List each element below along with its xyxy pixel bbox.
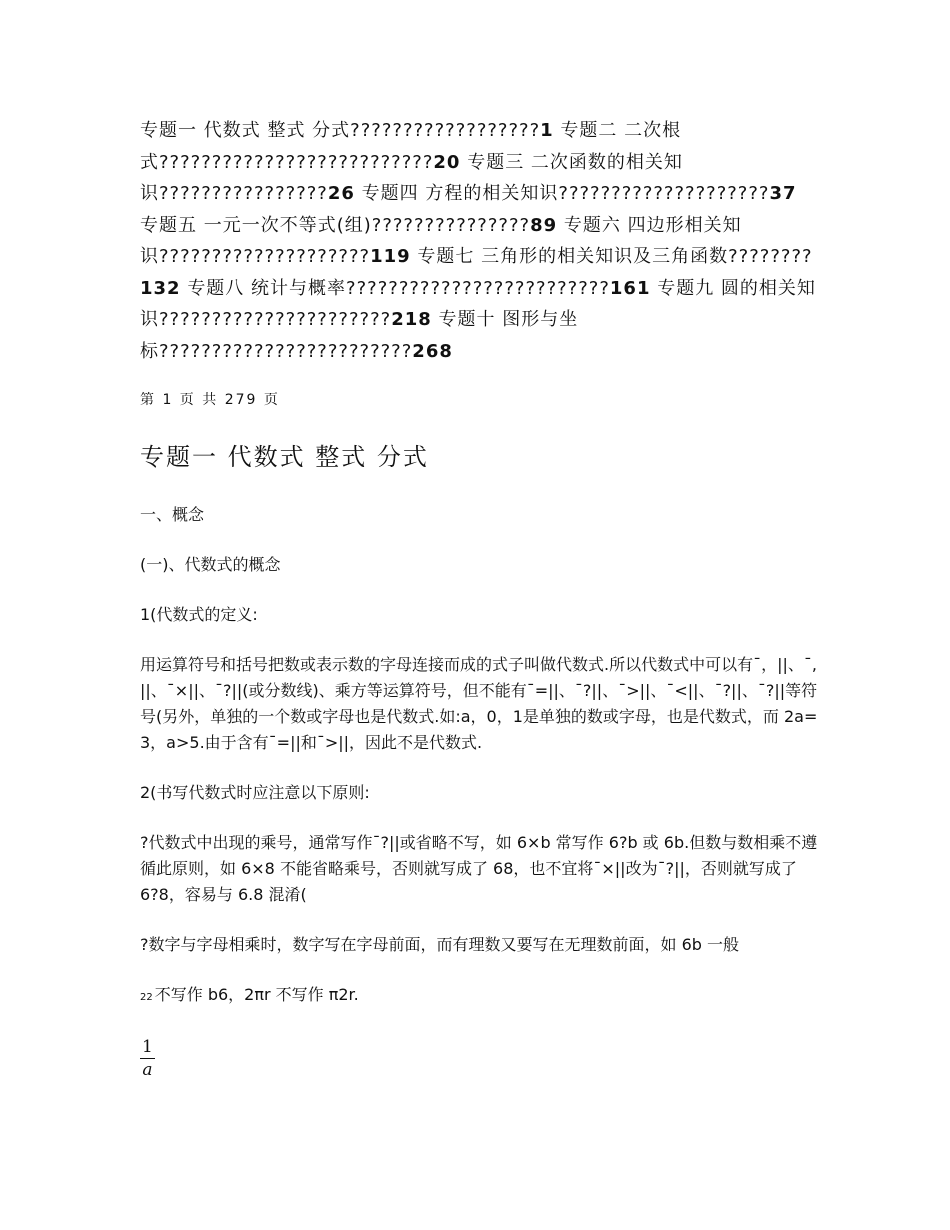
toc-entry-dots: ?????????????????? — [350, 120, 541, 141]
chapter-heading: 专题一 代数式 整式 分式 — [140, 443, 429, 471]
toc-entry-page: 268 — [412, 340, 453, 362]
subsection-heading: (一)、代数式的概念 — [140, 555, 281, 574]
toc-entry-title: 专题八 统计与概率 — [187, 277, 347, 299]
toc-entry-dots: ???????????????? — [159, 183, 328, 204]
toc-entry-page: 161 — [609, 277, 651, 299]
toc-entry-page: 37 — [769, 183, 797, 204]
document-page — [140, 115, 820, 1079]
toc-entry-page: 119 — [370, 246, 411, 267]
toc-entry-dots: ?????????????????????? — [159, 309, 392, 330]
rule-paragraph-3 — [140, 982, 820, 1011]
toc-entry-dots: ???????????????????????? — [159, 340, 413, 362]
toc-entry-page: 89 — [530, 214, 558, 236]
page-number: 第 1 页 共 279 页 — [140, 392, 280, 408]
toc-entry-dots: ??????????????? — [371, 214, 531, 236]
toc-entry-page: 132 — [140, 277, 181, 299]
definition-paragraph: 用运算符号和括号把数或表示数的字母连接而成的式子叫做代数式.所以代数式中可以有¯，||、¯,||、¯×||、¯?||(或分数线)、乘方等运算符号，但不能有¯=||、¯?||、¯>||、¯<||、¯?||、¯?||等符号(另外，单独的一个数或字母也是代数式.如:a，0，1是单独的数或字母，也是代数式，而 2a=3，a>5.由于含有¯=||和¯>||，因此不是代数式. — [140, 655, 818, 752]
toc-entry-title: 专题九 圆的相关知识 — [140, 277, 816, 330]
superscript-marker: 22 — [140, 992, 153, 1003]
rule-paragraph-3-text: 不写作 b6，2πr 不写作 π2r. — [154, 985, 359, 1004]
toc-entry-title: 专题二 二次根式 — [140, 120, 682, 173]
toc-entry-title: 专题十 图形与坐标 — [140, 309, 579, 362]
fraction-denominator: a — [142, 1060, 153, 1080]
rule-paragraph-1: ?代数式中出现的乘号，通常写作¯?||或省略不写，如 6×b 常写作 6?b 或 6b.但数与数相乘不遵循此原则，如 6×8 不能省略乘号，否则就写成了 68，也不宜将¯×||改为¯?||，否则就写成了 6?8，容易与 6.8 混淆( — [140, 833, 818, 904]
toc-entry-page: 26 — [327, 183, 355, 204]
toc-entry-page: 1 — [540, 120, 554, 141]
rule-paragraph-2: ?数字与字母相乘时，数字写在字母前面，而有理数又要写在无理数前面，如 6b 一般 — [140, 935, 740, 954]
toc-entry-dots: ???????? — [728, 246, 813, 267]
toc-entry-page: 218 — [391, 309, 432, 330]
toc-entry-page: 20 — [433, 151, 461, 173]
toc-entry-title: 专题三 二次函数的相关知识 — [140, 151, 683, 204]
section-heading: 一、概念 — [140, 505, 205, 524]
toc-entry-title: 专题五 一元一次不等式(组) — [140, 214, 372, 236]
item-1-heading: 1(代数式的定义: — [140, 605, 258, 624]
toc-entry-dots: ????????????????????????? — [346, 277, 610, 299]
toc-entry-title: 专题七 三角形的相关知识及三角函数 — [417, 246, 729, 267]
table-of-contents — [140, 115, 820, 367]
toc-entry-dots: ?????????????????????????? — [159, 151, 434, 173]
item-2-heading: 2(书写代数式时应注意以下原则: — [140, 783, 370, 802]
toc-entry-title: 专题四 方程的相关知识 — [361, 183, 559, 204]
fraction-numerator: 1 — [142, 1037, 153, 1057]
toc-entry-dots: ???????????????????? — [159, 246, 371, 267]
fraction-formula — [140, 1039, 155, 1079]
toc-entry-dots: ???????????????????? — [558, 183, 770, 204]
toc-entry-title: 专题六 四边形相关知识 — [140, 214, 742, 267]
toc-entry-title: 专题一 代数式 整式 分式 — [140, 120, 351, 141]
